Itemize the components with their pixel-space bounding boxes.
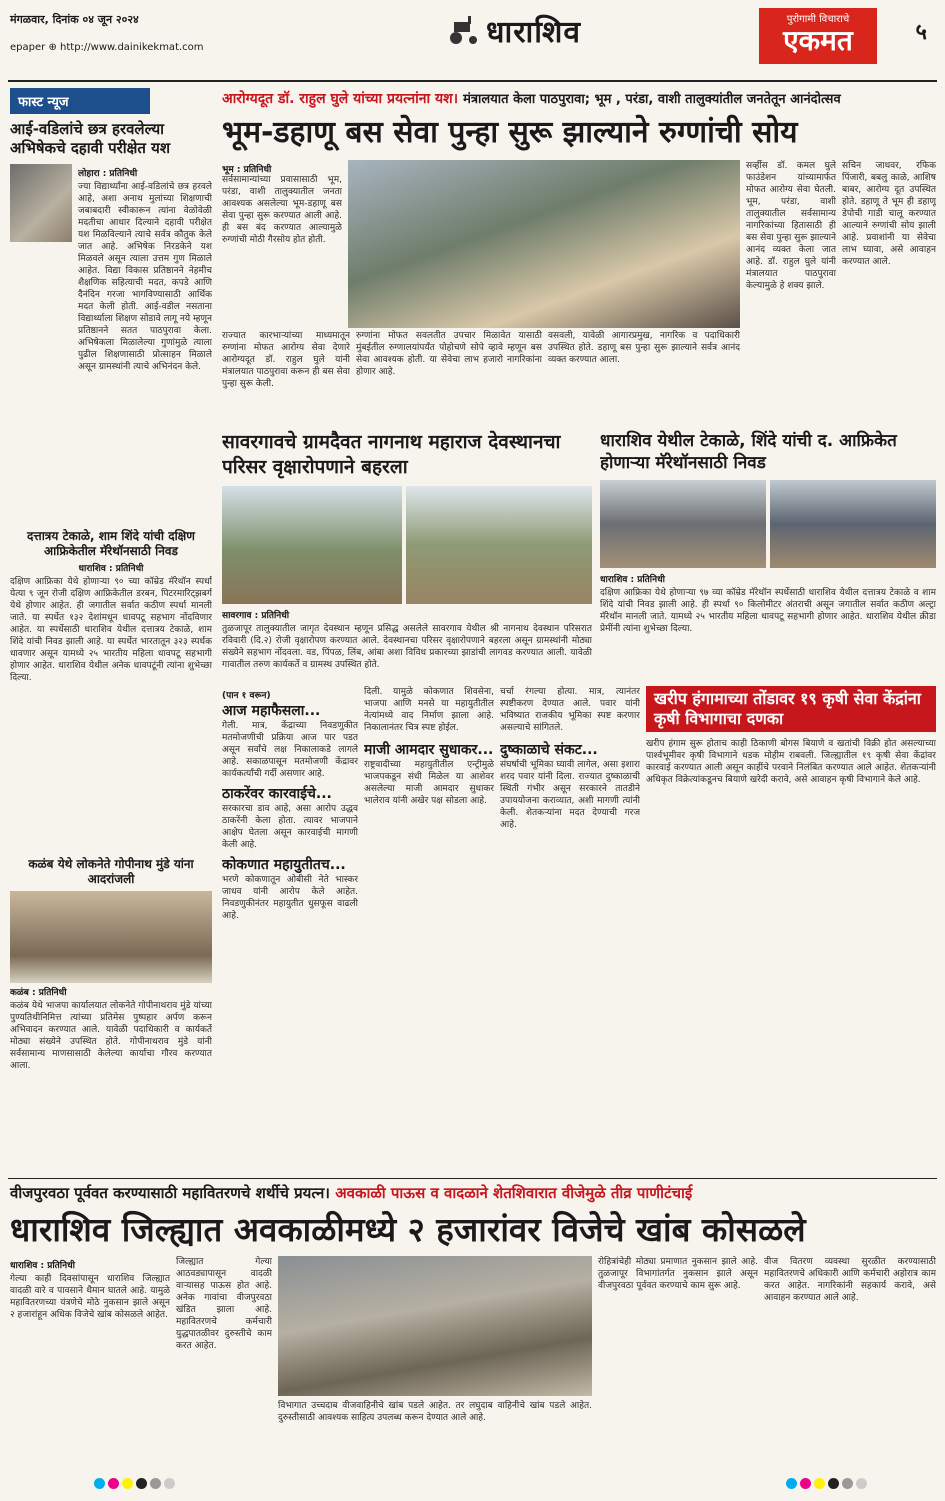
bottom-col-5: वीज वितरण व्यवस्था सुरळीत करण्यासाठी महावितरणचे अधिकारी आणि कर्मचारी अहोरात्र काम करत आहेत. नागरिकांनी सहकार्य करावे, असे आवाहन करण्यात आले आहे. bbox=[764, 1257, 936, 1303]
bottom-col-3: विभागात उच्चदाब वीजवाहिनीचे खांब पडले आहेत. तर लघुदाब वाहिनीचे खांब पडले आहेत. दुरुस्तीसाठी आवश्यक साहित्य उपलब्ध करून देण्यात आले आहे. bbox=[278, 1401, 592, 1423]
marathon-text: दक्षिण आफ्रिका येथे होणाऱ्या ९७ व्या कॉम्रेड मॅरेथॉन स्पर्धेसाठी धाराशिव येथील दत्तात्रय टेकाळे व शाम शिंदे यांची निवड झाली आहे. ही स्पर्धा ९० किलोमीटर अंतराची असून जगातील सर्वात कठीण अल्ट्रा मॅरेथॉन मानली जाते. यामध्ये २५ भारतीय महिला धावपटू सहभागी होणार आहेत. धाराशिव येथील क्रीडा प्रेमींनी त्यांना शुभेच्छा दिल्या. bbox=[600, 588, 936, 634]
fast-news-label: फास्ट न्यूज bbox=[10, 88, 150, 114]
fast-news-column bbox=[10, 88, 212, 1176]
page-number: ५ bbox=[915, 20, 927, 45]
masthead bbox=[8, 6, 937, 68]
temple-headline[interactable]: सावरगावचे ग्रामदैवत नागनाथ महाराज देवस्थानचा परिसर वृक्षारोपणाने बहरला bbox=[222, 431, 561, 478]
temple-text: तुळजापूर तालुक्यातील जागृत देवस्थान म्हणून प्रसिद्ध असलेले सावरगाव येथील श्री नागनाथ देवस्थान परिसरात रविवारी (दि.२) रोजी वृक्षारोपण करण्यात आले. देवस्थानचा परिसर वृक्षारोपणाने बहरला असून ग्रामस्थांनी मोठ्या संख्येने सहभाग नोंदवला. वड, पिंपळ, लिंब, आंबा अशा विविध प्रकारच्या झाडांची लागवड करण्यात आली. यावेळी गावातील तरुण कार्यकर्ते व ग्रामस्थ उपस्थित होते. bbox=[222, 624, 592, 670]
print-registration-marks bbox=[94, 1478, 175, 1492]
bottom-headline[interactable]: धाराशिव जिल्ह्यात अवकाळीमध्ये २ हजारांवर विजेचे खांब कोसळले bbox=[10, 1210, 806, 1249]
bottom-kicker-black: वीजपुरवठा पूर्ववत करण्यासाठी महावितरणचे शर्थीचे प्रयत्न। bbox=[10, 1184, 330, 1202]
story-text: दक्षिण आफ्रिका येथे होणाऱ्या ९० च्या कॉम्रेड मॅरेथॉन स्पर्धा येत्या ९ जून रोजी दक्षिण आफ्रिकेतील डरबन, पिटरमारिट्झबर्ग येथे होणार आहेत. ही जगातील सर्वात कठीण स्पर्धा मानली जाते. या स्पर्धेत १३२ देशांमधून धावपटू सहभाग नोंदविणार आहेत. या स्पर्धेसाठी धाराशिव येथील दत्तात्रय टेकाळे, शाम शिंदे यांची निवड झाली आहे. या स्पर्धेत भारतातून ३२३ स्पर्धक धावणार असून यामध्ये २५ भारतीय महिला धावपटू सहभागी होणार आहेत. धाराशिव येथील अनेक धावपटूंनी त्यांना शुभेच्छा दिल्या. bbox=[10, 577, 212, 683]
bottom-kicker-red: अवकाळी पाऊस व वादळाने शेतशिवारात वीजेमुळे तीव्र पाणीटंचाई bbox=[335, 1184, 693, 1202]
continuation-col-2: दिली. यामुळे कोकणात शिवसेना, भाजपा आणि मनसे या महायुतीतील नेत्यांमध्ये वाद निर्माण झाला आहे. निकालानंतर चित्र स्पष्ट होईल. माजी आमदार सुधाकर... राष्ट्रवादीच्या महायुतीतील एन्ट्रीमुळे भाजपकडून संधी मिळेल या आशेवर असलेल्या माजी आमदार सुधाकर भालेराव यांनी अखेर पक्ष सोडला आहे. bbox=[364, 687, 494, 806]
kharif-story bbox=[646, 686, 936, 1176]
story-headline[interactable]: आई-वडिलांचे छत्र हरवलेल्या अभिषेकचे दहावी परीक्षेत यश bbox=[10, 120, 171, 157]
brand-logo bbox=[759, 8, 877, 64]
lead-col2: राज्यात कारभाऱ्यांच्या माध्यमातून रुग्णांना मोफत आरोग्य सेवा देणारे आरोग्यदूत डॉ. राहुल घुले यांनी मंत्रालयात पाठपुरावा करून ही बस सेवा पुन्हा सुरू केली. bbox=[222, 331, 350, 389]
runners-photo-1 bbox=[600, 480, 766, 568]
marathon-story bbox=[600, 430, 936, 680]
lead-kicker bbox=[222, 88, 937, 110]
brand-name: एकमत bbox=[783, 24, 853, 57]
section-title: धाराशिव bbox=[486, 15, 582, 50]
kharif-text: खरीप हंगाम सुरू होताच काही ठिकाणी बोगस बियाणे व खतांची विक्री होत असल्याच्या पार्श्वभूमीवर कृषी विभागाने धडक मोहीम राबवली. जिल्ह्यातील १९ कृषी सेवा केंद्रांवर कारवाई करण्यात आली असून काहींचे परवाने निलंबित करण्यात आले आहेत. शेतकऱ्यांनी अधिकृत विक्रेत्यांकडूनच बियाणे खरेदी करावे, असे आवाहन कृषी विभागाने केले आहे. bbox=[646, 739, 936, 785]
continued-label: (पान १ वरून) bbox=[222, 691, 271, 701]
marathon-headline[interactable]: धाराशिव येथील टेकाळे, शिंदे यांची द. आफ्रिकेत होणाऱ्या मॅरेथॉनसाठी निवड bbox=[600, 431, 897, 473]
site-url[interactable]: http://www.dainikekmat.com bbox=[60, 42, 204, 53]
globe-icon: ⊕ bbox=[48, 42, 57, 53]
tribute-photo bbox=[10, 891, 212, 983]
masthead-rule bbox=[8, 80, 937, 82]
plantation-photo-2 bbox=[406, 486, 592, 604]
epaper-label: epaper bbox=[10, 42, 46, 53]
kicker-red: आरोग्यदूत डॉ. राहुल घुले यांच्या प्रयत्नांना यश। bbox=[222, 91, 459, 107]
bus-ceremony-photo bbox=[348, 160, 740, 328]
tractor-icon bbox=[446, 14, 482, 46]
story-text: कळंब येथे भाजपा कार्यालयात लोकनेते गोपीनाथराव मुंडे यांच्या पुण्यतिथीनिमित्त त्यांच्या प्रतिमेस पुष्पहार अर्पण करून अभिवादन करण्यात आले. यावेळी पदाधिकारी व कार्यकर्ते मोठ्या संख्येने उपस्थित होते. गोपीनाथराव मुंडे यांनी सर्वसामान्य माणसासाठी केलेल्या कार्याचा गौरव करण्यात आला. bbox=[10, 1001, 212, 1071]
continued-head[interactable]: दुष्काळाचे संकट... bbox=[500, 742, 598, 758]
issue-date: मंगळवार, दिनांक ०४ जून २०२४ bbox=[10, 13, 139, 26]
runners-photo-2 bbox=[770, 480, 936, 568]
continued-head[interactable]: ठाकरेंवर कारवाईचे... bbox=[222, 786, 332, 802]
kharif-headline[interactable]: खरीप हंगामाच्या तोंडावर १९ कृषी सेवा केंद्रांना कृषी विभागाचा दणका bbox=[646, 686, 936, 732]
continuation-col-3: चर्चा रंगल्या होत्या. मात्र, त्यानंतर स्पष्टीकरण देण्यात आले. पवार यांनी भविष्यात राजकीय भूमिका स्पष्ट करणार असल्याचे सांगितले. दुष्काळाचे संकट... संघर्षाची भूमिका घ्यावी लागेल, असा इशारा शरद पवार यांनी दिला. राज्यात दुष्काळाची स्थिती गंभीर असून सरकारने तातडीने उपाययोजना कराव्यात, अशी मागणी त्यांनी केली. शेतकऱ्यांना मदत देण्याची गरज आहे. bbox=[500, 687, 640, 830]
marathon-byline: धाराशिव : प्रतिनिधी bbox=[600, 575, 665, 585]
lead-byline: भूम : प्रतिनिधी bbox=[222, 165, 272, 175]
story-headline[interactable]: दत्तात्रय टेकाळे, शाम शिंदे यांची दक्षिण आफ्रिकेतील मॅरेथॉनसाठी निवड bbox=[27, 529, 195, 558]
fallen-poles-photo bbox=[278, 1256, 592, 1396]
kicker-black: मंत्रालयात केला पाठपुरावा; भूम , परंडा, वाशी तालुक्यांतील जनतेतून आनंदोत्सव bbox=[463, 92, 841, 107]
story-text: ज्या विद्यार्थ्यांना आई-वडिलांचे छत्र हरवले आहे, अशा अनाथ मुलांच्या शिक्षणाची जबाबदारी स्वीकारून त्यांना वेळोवेळी मदतीचा आधार दिल्याने दहावी परीक्षेत यश मिळविल्याने त्याचे सर्वत्र कौतुक केले जात आहे. अभिषेक निरडकेने यश मिळवले असून त्याला उत्तम गुण मिळाले आहेत. विद्या विकास प्रतिष्ठानने नेहमीच शैक्षणिक सहित्याची मदत, कपडे आणि दैनंदिन गरजा भागविण्यासाठी आर्थिक मदत केली होती. आई-वडील नसताना विद्यार्थ्याला शिक्षण सोडावे लागू नये म्हणून प्रतिष्ठानने सतत पाठपुरावा केला. अभिषेकला मिळालेल्या गुणांमुळे त्याला पुढील शिक्षणासाठी प्रोत्साहन मिळाले असून ग्रामस्थांनी त्याचे अभिनंदन केले. bbox=[78, 182, 212, 372]
continued-head[interactable]: आज महाफैसला... bbox=[222, 703, 321, 719]
lead-far-right-text: सचिन जाधवर, रफिक पिंजारी, बबलु काळे, आशिष बाबर, आरोग्य दूत उपस्थित होते. डहाणू ते भूम ही डहाणू डेपोची गाडी चालू करण्यात आल्याने रुग्णांची सोय झाली आहे. प्रवाशांनी या सेवेचा लाभ घ्यावा, असे आवाहन करण्यात आले. bbox=[842, 161, 936, 267]
temple-byline: सावरगाव : प्रतिनिधी bbox=[222, 611, 290, 621]
continued-head[interactable]: माजी आमदार सुधाकर... bbox=[364, 742, 494, 758]
story-byline: लोहारा : प्रतिनिधी bbox=[78, 169, 138, 179]
bottom-kicker bbox=[10, 1182, 935, 1204]
lead-right-text: सर्व्हीस डॉ. कमल घुले फाउंडेशन यांच्यामार्फत मोफत आरोग्य सेवा घेतली. भूम, परंडा, वाशी तालुक्यातील सर्वसामान्य नागरिकांच्या हितासाठी ही बस सेवा पुन्हा सुरू झाल्याने आनंद व्यक्त केला जात आहे. डॉ. राहुल घुले यांनी मंत्रालयात पाठपुरावा केल्यामुळे हे शक्य झाले. bbox=[746, 161, 836, 291]
lead-left-text: सर्वसामान्यांच्या प्रवासासाठी भूम, परंडा, वाशी तालुक्यातील जनता आवश्यक असलेल्या भूम-डहाणू बस सेवा पुन्हा सुरू करण्यात आली आहे. ही बस बंद करण्यात आल्यामुळे रुग्णांची मोठी गैरसोय होत होती. bbox=[222, 175, 342, 245]
student-photo bbox=[10, 164, 72, 242]
print-registration-marks bbox=[786, 1478, 867, 1492]
plantation-photo-1 bbox=[222, 486, 402, 604]
lead-headline[interactable]: भूम-डहाणू बस सेवा पुन्हा सुरू झाल्याने रुग्णांची सोय bbox=[222, 115, 798, 150]
lead-col4: वसवली, यावेळी आगारप्रमुख, नागरिक व पदाधिकारी उपस्थित होते. डहाणू बस पुन्हा सुरू झाल्याने सर्वत्र आनंद व्यक्त करण्यात आला. bbox=[548, 331, 740, 365]
continuation-col-1: (पान १ वरून) आज महाफैसला... गेली. मात्र, केंद्राच्या निवडणुकीत मतमोजणीची प्रक्रिया आज पार पडत असून सर्वांचे लक्ष निकालाकडे लागले आहे. सकाळपासून मतमोजणी केंद्रावर कार्यकर्त्यांची गर्दी असणार आहे. ठाकरेंवर कारवाईचे... सरकारचा डाव आहे, असा आरोप उद्धव ठाकरेंनी केला होता. त्यावर भाजपाने आक्षेप घेतला असून कारवाईची मागणी केली आहे. कोकणात महायुतीतच... भरणे कोकणातून ओबीसी नेते भास्कर जाधव यांनी आरोप केले आहेत. निवडणुकीनंतर महायुतीत धुसफूस वाढली आहे. bbox=[222, 686, 358, 1176]
brand-tagline: पुरोगामी विचाराचे bbox=[786, 14, 850, 25]
temple-story bbox=[222, 430, 592, 680]
continued-head[interactable]: कोकणात महायुतीतच... bbox=[222, 857, 346, 873]
story-headline[interactable]: कळंब येथे लोकनेते गोपीनाथ मुंडे यांना आदरांजली bbox=[28, 857, 194, 886]
bottom-col-4: रोहित्रांचेही मोठ्या प्रमाणात नुकसान झाले आहे. तुळजापूर विभागांतर्गत नुकसान झाले असून वीजपुरवठा पूर्ववत करण्याचे काम सुरू आहे. bbox=[598, 1257, 758, 1291]
epaper-link[interactable] bbox=[10, 42, 204, 53]
lead-col3: रुग्णांना मोफत सवलतीत उपचार मिळावेत यासाठी मुंबईतील रुग्णालयांपर्यंत पोहोचणे सोपे व्हावे म्हणून बस सेवा आवश्यक होती. या सेवेचा लाभ हजारो नागरिकांना होणार आहे. bbox=[356, 331, 542, 377]
story-byline: कळंब : प्रतिनिधी bbox=[10, 988, 67, 998]
bottom-col-1: धाराशिव : प्रतिनिधी गेल्या काही दिवसांपासून धाराशिव जिल्ह्यात वादळी वारे व पावसाने थैमान घातले आहे. यामुळे महावितरणच्या यंत्रणेचे मोठे नुकसान झाले असून २ हजारांहून अधिक विजेचे खांब कोसळले आहेत. bbox=[10, 1261, 170, 1320]
bottom-col-2: जिल्ह्यात गेल्या आठवड्यापासून वादळी वाऱ्यासह पाऊस होत आहे. अनेक गावांचा वीजपुरवठा खंडित झाला आहे. महावितरणचे कर्मचारी युद्धपातळीवर दुरुस्तीचे काम करत आहेत. bbox=[176, 1257, 272, 1351]
story-byline: धाराशिव : प्रतिनिधी bbox=[78, 564, 144, 574]
section-rule bbox=[8, 1178, 937, 1179]
